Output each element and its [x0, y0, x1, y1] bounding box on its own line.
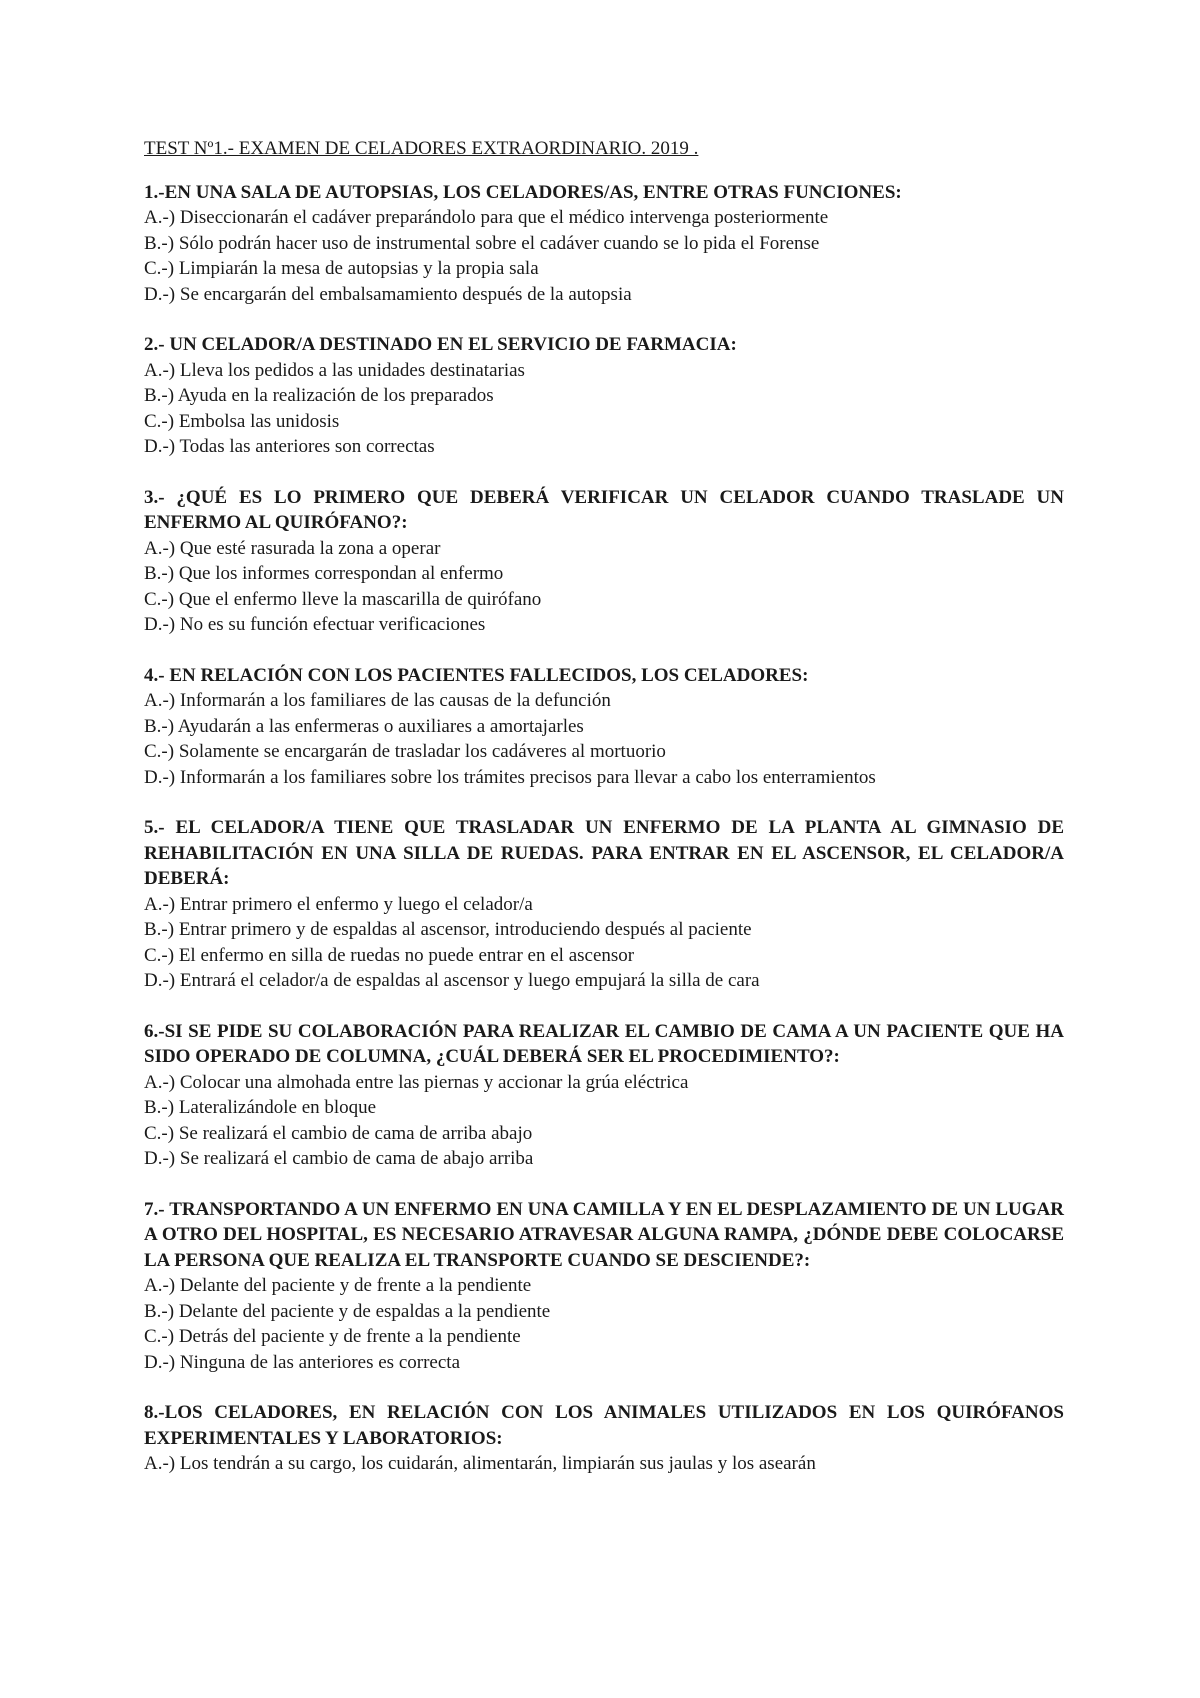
answer-option-d: D.-) Todas las anteriores son correctas: [144, 436, 435, 457]
answer-option-c: C.-) Solamente se encargarán de trasladar los cadáveres al mortuorio: [144, 741, 666, 762]
exam-title: TEST Nº1.- EXAMEN DE CELADORES EXTRAORDINARIO. 2019 .: [144, 138, 699, 159]
question-text: 4.- EN RELACIÓN CON LOS PACIENTES FALLECIDOS, LOS CELADORES:: [144, 664, 809, 686]
answer-options: [144, 1451, 1064, 1477]
question-3: [144, 485, 1064, 638]
question-text: 1.-EN UNA SALA DE AUTOPSIAS, LOS CELADORES/AS, ENTRE OTRAS FUNCIONES:: [144, 181, 902, 203]
answer-options: [144, 358, 1064, 460]
answer-option-c: C.-) Se realizará el cambio de cama de arriba abajo: [144, 1122, 533, 1144]
question-4: [144, 663, 1064, 791]
question-text: 3.- ¿QUÉ ES LO PRIMERO QUE DEBERÁ VERIFICAR UN CELADOR CUANDO TRASLADE UN ENFERMO AL QUIRÓFANO?:: [144, 486, 1064, 533]
answer-option-b: B.-) Delante del paciente y de espaldas a la pendiente: [144, 1300, 551, 1322]
question-2: [144, 332, 1064, 460]
answer-option-d: D.-) Se encargarán del embalsamamiento después de la autopsia: [144, 283, 632, 305]
answer-option-a: A.-) Entrar primero el enfermo y luego el celador/a: [144, 893, 533, 915]
answer-option-d: D.-) Se realizará el cambio de cama de abajo arriba: [144, 1148, 534, 1169]
answer-option-a: A.-) Los tendrán a su cargo, los cuidarán, alimentarán, limpiarán sus jaulas y los asearán: [144, 1453, 816, 1474]
answer-options: [144, 205, 1064, 307]
answer-option-b: B.-) Sólo podrán hacer uso de instrumental sobre el cadáver cuando se lo pida el Forense: [144, 232, 820, 254]
question-7: [144, 1197, 1064, 1376]
answer-option-d: D.-) Entrará el celador/a de espaldas al ascensor y luego empujará la silla de cara: [144, 970, 760, 991]
answer-option-c: C.-) Que el enfermo lleve la mascarilla de quirófano: [144, 588, 542, 610]
answer-option-c: C.-) Limpiarán la mesa de autopsias y la propia sala: [144, 258, 539, 279]
answer-option-c: C.-) Detrás del paciente y de frente a la pendiente: [144, 1326, 521, 1347]
answer-option-a: A.-) Delante del paciente y de frente a la pendiente: [144, 1275, 532, 1296]
exam-page: [144, 136, 1064, 1502]
answer-option-b: B.-) Ayudarán a las enfermeras o auxiliares a amortajarles: [144, 715, 584, 737]
answer-option-b: B.-) Que los informes correspondan al enfermo: [144, 563, 504, 584]
answer-options: [144, 536, 1064, 638]
answer-options: [144, 892, 1064, 994]
question-text: 6.-SI SE PIDE SU COLABORACIÓN PARA REALIZAR EL CAMBIO DE CAMA A UN PACIENTE QUE HA SIDO OPERADO DE COLUMNA, ¿CUÁL DEBERÁ SER EL PROCEDIMIENTO?:: [144, 1020, 1064, 1067]
answer-option-d: D.-) Ninguna de las anteriores es correcta: [144, 1351, 460, 1373]
answer-options: [144, 688, 1064, 790]
answer-option-b: B.-) Lateralizándole en bloque: [144, 1097, 377, 1118]
answer-option-a: A.-) Colocar una almohada entre las piernas y accionar la grúa eléctrica: [144, 1071, 689, 1093]
answer-option-c: C.-) Embolsa las unidosis: [144, 410, 340, 432]
answer-option-b: B.-) Ayuda en la realización de los preparados: [144, 385, 494, 406]
question-text: 2.- UN CELADOR/A DESTINADO EN EL SERVICIO DE FARMACIA:: [144, 334, 737, 355]
answer-options: [144, 1273, 1064, 1375]
answer-option-a: A.-) Informarán a los familiares de las causas de la defunción: [144, 690, 611, 711]
question-5: [144, 815, 1064, 994]
answer-option-d: D.-) Informarán a los familiares sobre los trámites precisos para llevar a cabo los enterramientos: [144, 766, 876, 788]
question-text: 5.- EL CELADOR/A TIENE QUE TRASLADAR UN ENFERMO DE LA PLANTA AL GIMNASIO DE REHABILITACIÓN EN UNA SILLA DE RUEDAS. PARA ENTRAR EN EL ASCENSOR, EL CELADOR/A DEBERÁ:: [144, 817, 1064, 889]
question-6: [144, 1019, 1064, 1172]
answer-option-a: A.-) Que esté rasurada la zona a operar: [144, 537, 441, 559]
answer-options: [144, 1070, 1064, 1172]
answer-option-d: D.-) No es su función efectuar verificaciones: [144, 614, 486, 635]
question-8: [144, 1400, 1064, 1477]
question-text: 8.-LOS CELADORES, EN RELACIÓN CON LOS ANIMALES UTILIZADOS EN LOS QUIRÓFANOS EXPERIMENTALES Y LABORATORIOS:: [144, 1402, 1064, 1449]
answer-option-c: C.-) El enfermo en silla de ruedas no puede entrar en el ascensor: [144, 944, 635, 966]
answer-option-a: A.-) Diseccionarán el cadáver preparándolo para que el médico intervenga posteriormente: [144, 207, 829, 228]
question-text: 7.- TRANSPORTANDO A UN ENFERMO EN UNA CAMILLA Y EN EL DESPLAZAMIENTO DE UN LUGAR A OTRO DEL HOSPITAL, ES NECESARIO ATRAVESAR ALGUNA RAMPA, ¿DÓNDE DEBE COLOCARSE LA PERSONA QUE REALIZA EL TRANSPORTE CUANDO SE DESCIENDE?:: [144, 1198, 1064, 1271]
answer-option-b: B.-) Entrar primero y de espaldas al ascensor, introduciendo después al paciente: [144, 919, 752, 940]
answer-option-a: A.-) Lleva los pedidos a las unidades destinatarias: [144, 359, 525, 381]
question-1: [144, 180, 1064, 308]
